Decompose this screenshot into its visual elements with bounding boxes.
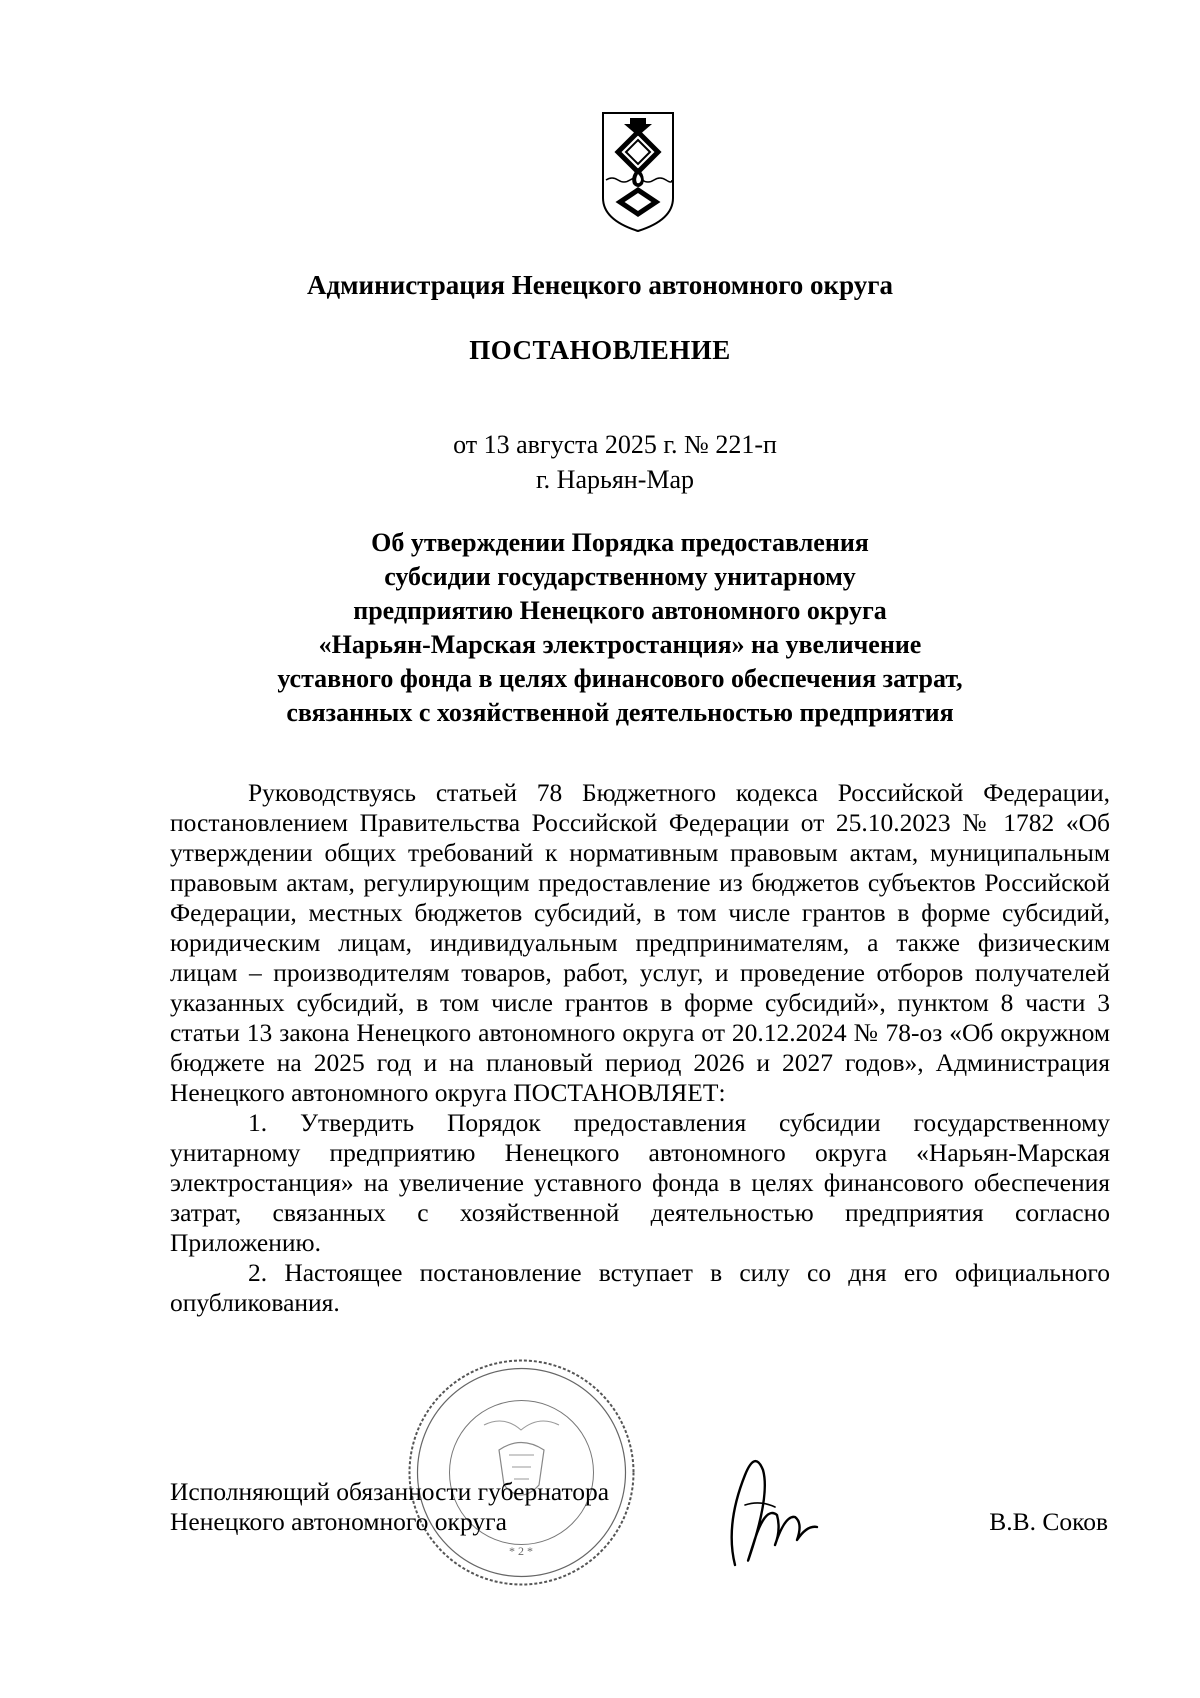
title-line: предприятию Ненецкого автономного округа <box>353 596 887 625</box>
document-title <box>200 526 1040 730</box>
organization-name: Администрация Ненецкого автономного округа <box>306 270 894 300</box>
handwritten-signature-icon <box>715 1445 825 1580</box>
body-paragraph-item-1: 1. Утвердить Порядок предоставления субсидии государственному унитарному предприятию Ненецкого автономного округа «Нарьян-Марская электростанция» на увеличение уставного фонда в целях финансового обеспечения затрат, связанных с хозяйственной деятельностью предприятия согласно Приложению. <box>170 1108 1110 1257</box>
signer-position-line: Исполняющий обязанности губернатора <box>170 1477 610 1506</box>
signer-name: В.В. Соков <box>989 1507 1108 1536</box>
document-city: г. Нарьян-Мар <box>535 465 695 494</box>
body-paragraph-item-2: 2. Настоящее постановление вступает в силу со дня его официального опубликования. <box>170 1258 1110 1317</box>
signer-position-line: Ненецкого автономного округа <box>170 1507 507 1536</box>
title-line: «Нарьян-Марская электростанция» на увеличение <box>318 630 922 659</box>
document-body <box>170 778 1110 1318</box>
title-line: связанных с хозяйственной деятельностью предприятия <box>286 698 954 727</box>
signer-position <box>170 1477 609 1537</box>
title-line: уставного фонда в целях финансового обеспечения затрат, <box>277 664 963 693</box>
official-seal-icon <box>404 1355 639 1590</box>
title-line: субсидии государственному унитарному <box>384 562 856 591</box>
document-date-number: от 13 августа 2025 г. № 221-п <box>453 430 777 459</box>
body-paragraph-preamble: Руководствуясь статьей 78 Бюджетного кодекса Российской Федерации, постановлением Правительства Российской Федерации от 25.10.2023 № 1782 «Об утверждении общих требований к нормативным правовым актам, муниципальным правовым актам, регулирующим предоставление из бюджетов субъектов Российской Федерации, местных бюджетов субсидий, в том числе грантов в форме субсидий, юридическим лицам, индивидуальным предпринимателям, а также физическим лицам – производителям товаров, работ, услуг, и проведение отборов получателей указанных субсидий, в том числе грантов в форме субсидий», пунктом 8 части 3 статьи 13 закона Ненецкого автономного округа от 20.12.2024 № 78-оз «Об окружном бюджете на 2025 год и на плановый период 2026 и 2027 годов», Администрация Ненецкого автономного округа ПОСТАНОВЛЯЕТ: <box>170 778 1110 1107</box>
title-line: Об утверждении Порядка предоставления <box>371 528 869 557</box>
document-type: ПОСТАНОВЛЕНИЕ <box>469 335 731 365</box>
coat-of-arms-icon <box>600 110 676 234</box>
svg-text:* 2 *: * 2 * <box>509 1544 533 1558</box>
